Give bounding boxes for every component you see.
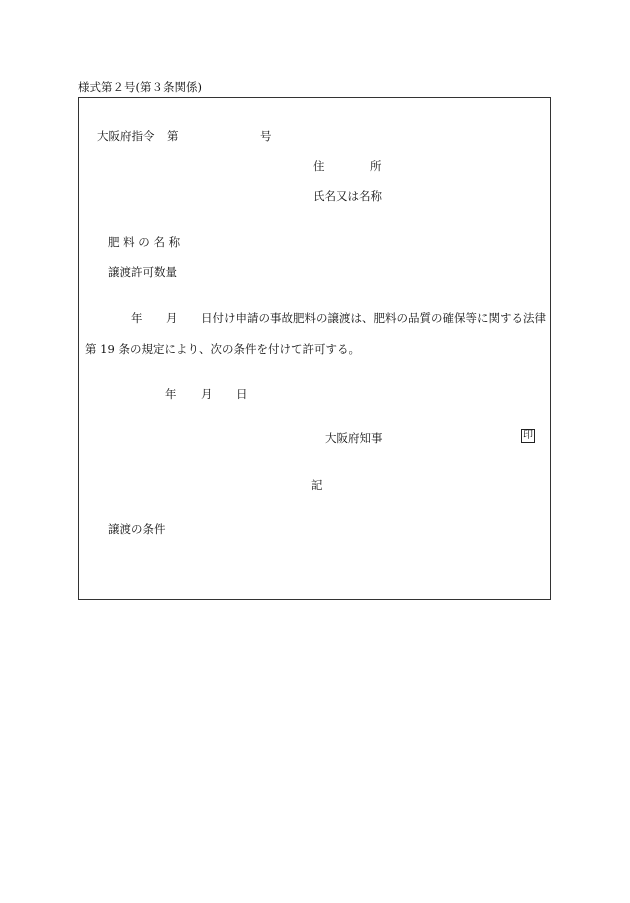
address-label-char2: 所 <box>370 159 382 173</box>
body-line1: 日付け申請の事故肥料の譲渡は、肥料の品質の確保等に関する法律 <box>201 311 546 325</box>
number-prefix: 第 <box>167 129 179 143</box>
designation-prefix: 大阪府指令 <box>97 129 155 143</box>
conditions-label: 譲渡の条件 <box>108 522 166 536</box>
issuer-title: 大阪府知事 <box>325 431 383 445</box>
seal-box <box>521 429 535 443</box>
form-label: 様式第２号(第３条関係) <box>78 80 202 94</box>
transfer-quantity-label: 譲渡許可数量 <box>108 265 177 279</box>
name-label: 氏名又は名称 <box>313 189 382 203</box>
number-suffix: 号 <box>260 129 272 143</box>
body-line2: 第 19 条の規定により、次の条件を付けて許可する。 <box>85 342 360 356</box>
address-label-char1: 住 <box>313 159 325 173</box>
fertilizer-name-label: 肥 料 の 名 称 <box>108 235 181 249</box>
body-year: 年 <box>131 311 143 325</box>
date-day: 日 <box>236 387 248 401</box>
date-month: 月 <box>201 387 213 401</box>
notice-heading: 記 <box>311 478 323 492</box>
date-year: 年 <box>165 387 177 401</box>
seal-char: 印 <box>523 430 533 441</box>
body-month: 月 <box>166 311 178 325</box>
